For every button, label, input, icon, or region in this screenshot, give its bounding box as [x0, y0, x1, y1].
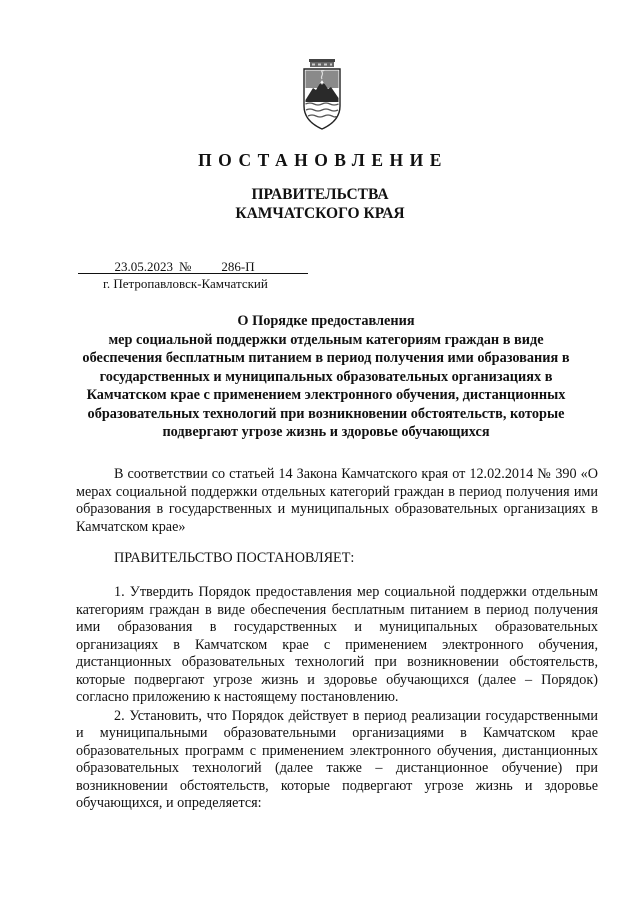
decree-clause: [76, 550, 598, 568]
title-line: государственных и муниципальных образовательных организациях в: [99, 368, 553, 385]
document-date: 23.05.2023: [78, 260, 177, 274]
date-number-line: [78, 259, 308, 275]
document-number: [195, 260, 308, 274]
title-line: О Порядке предоставления: [237, 313, 415, 329]
document-type: ПОСТАНОВЛЕНИЕ: [198, 150, 448, 170]
title-line: Камчатском крае с применением электронного обучения, дистанционных: [86, 387, 566, 403]
title-line: образовательных технологий при возникновении обстоятельств, которые: [87, 405, 565, 422]
issue-city: г. Петропавловск-Камчатский: [103, 276, 268, 291]
decree-text: ПРАВИТЕЛЬСТВО ПОСТАНОВЛЯЕТ:: [114, 550, 355, 566]
legal-basis: [76, 466, 598, 536]
authority-line: КАМЧАТСКОГО КРАЯ: [235, 205, 405, 222]
title-line: мер социальной поддержки отдельным категориям граждан в виде: [108, 331, 544, 348]
number-sign: №: [177, 260, 195, 274]
title-line: обеспечения бесплатным питанием в период получения ими образования в: [82, 350, 570, 366]
document-title: [60, 312, 592, 442]
decree-items: [76, 584, 598, 813]
document-number-value: 286-П: [221, 259, 255, 274]
kamchatka-coat-of-arms-icon: [300, 58, 344, 132]
item-paragraph: 2. Установить, что Порядок действует в период реализации государственными и муниципальными образовательными организациями в Камчатском крае образовательных программ с применением электронного обучения, дистанционных образовательных технологий (далее также – дистанционное обучение) при возникновении обстоятельств, которые подвергают угрозе жизнь и здоровье обучающихся, и определяется:: [76, 707, 598, 811]
issuing-authority: [0, 185, 640, 223]
title-line: подвергают угрозе жизнь и здоровье обучающихся: [162, 424, 490, 440]
item-paragraph: 1. Утвердить Порядок предоставления мер социальной поддержки отдельным категориям граждан в виде обеспечения бесплатным питанием в период получения ими образования в государственных и муниципальных образовательных организациях в Камчатском крае с применением электронного обучения, дистанционных образовательных технологий при возникновении обстоятельств, которые подвергают угрозе жизнь и здоровье обучающихся (далее – Порядок) согласно приложению к настоящему постановлению.: [76, 584, 598, 705]
authority-line: ПРАВИТЕЛЬСТВА: [251, 186, 389, 203]
basis-paragraph: В соответствии со статьей 14 Закона Камчатского края от 12.02.2014 № 390 «О мерах социальной поддержки отдельных категорий граждан в период получения ими образования в государственных и муниципальных образовательных организациях в Камчатском крае»: [76, 466, 598, 535]
